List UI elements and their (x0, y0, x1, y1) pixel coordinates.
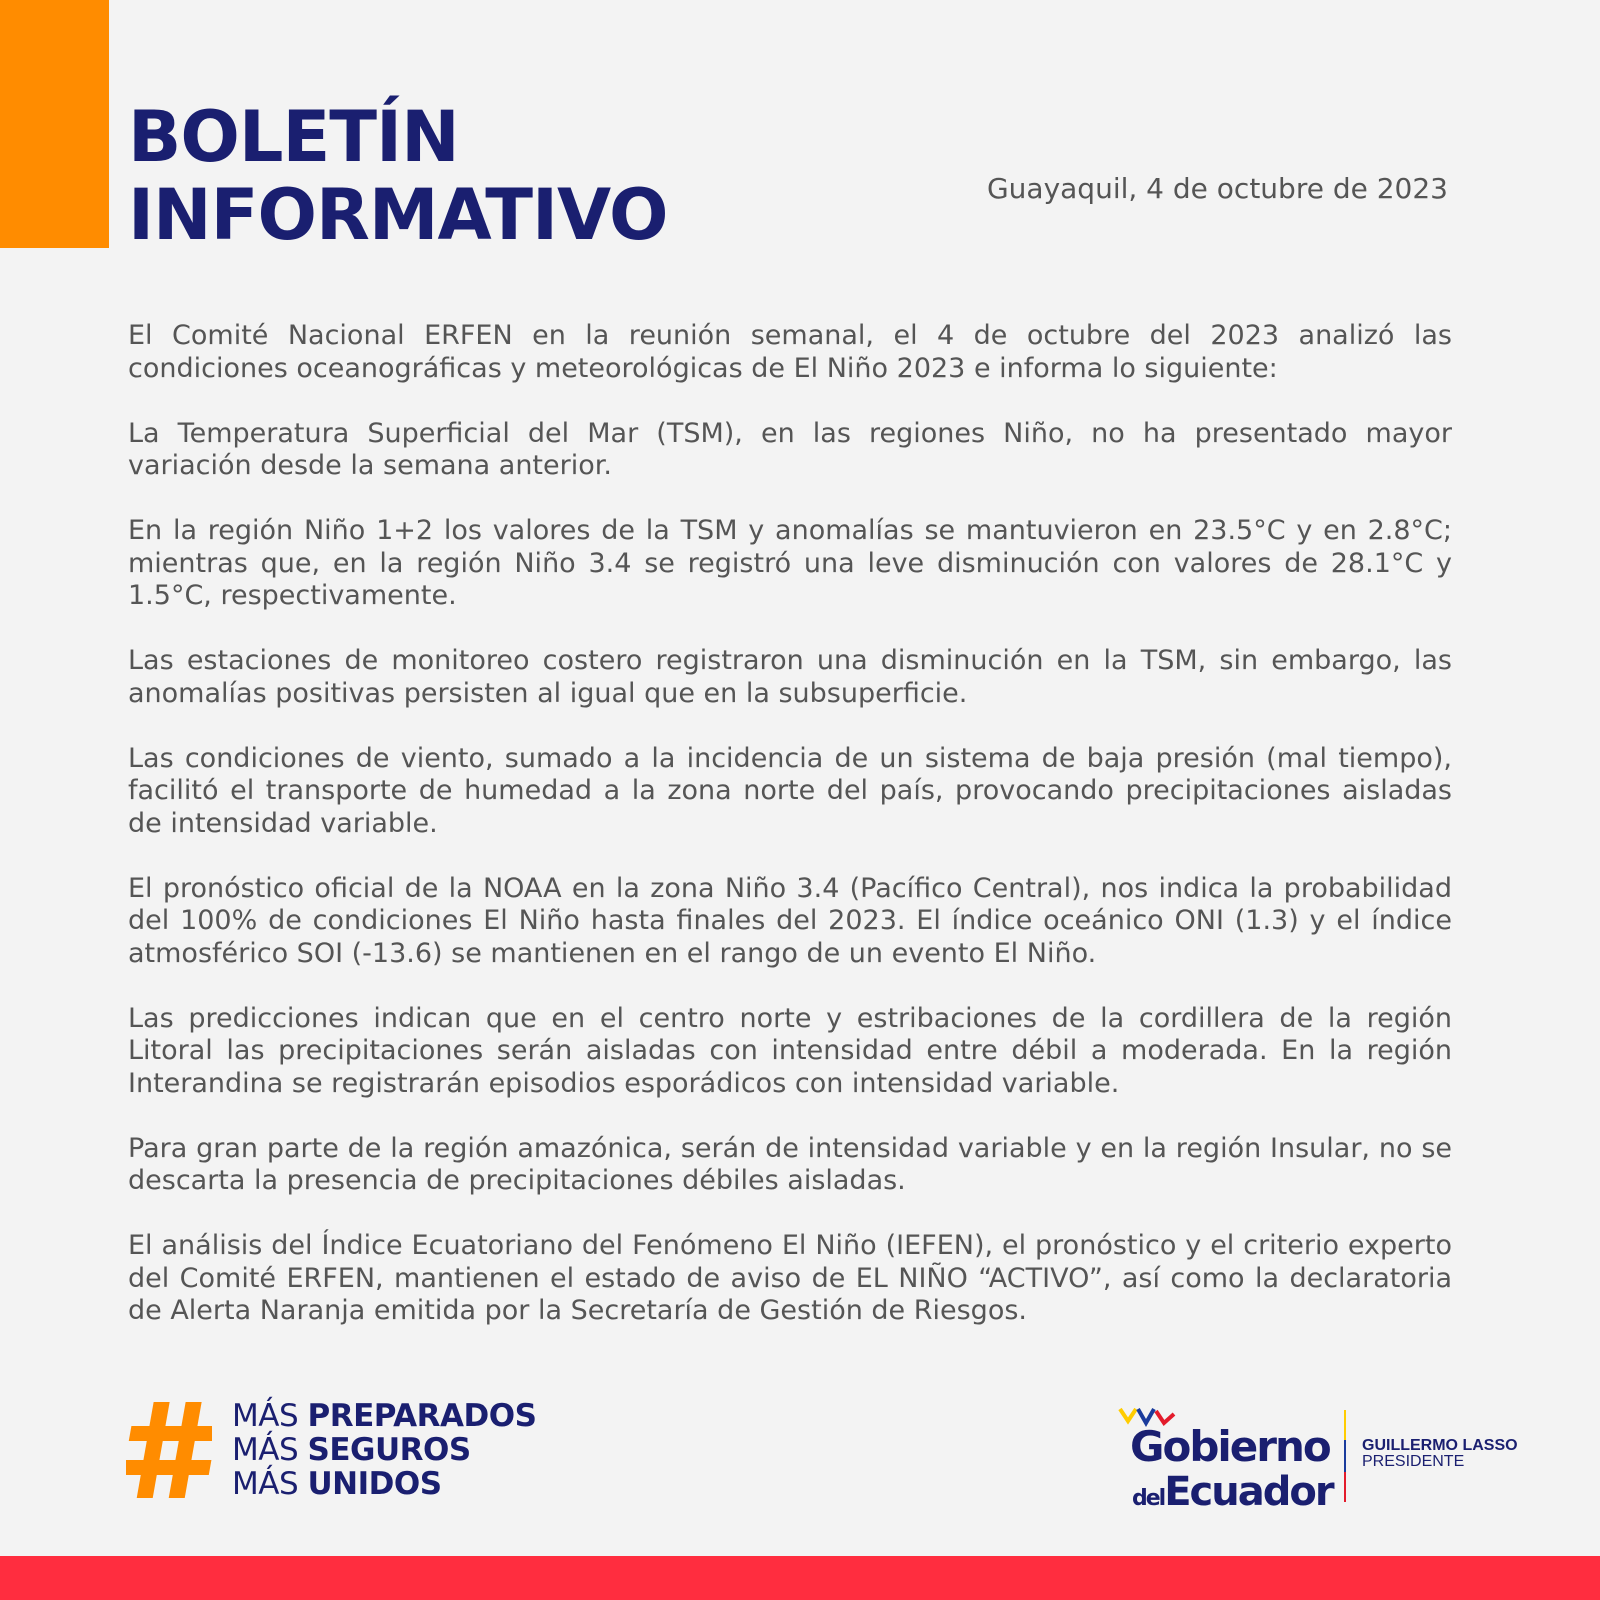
ecuador-word: delEcuador (1132, 1469, 1333, 1515)
president-role: PRESIDENTE (1362, 1453, 1465, 1470)
paragraph-1: El Comité Nacional ERFEN en la reunión semanal, el 4 de octubre del 2023 analizó las condiciones oceanográficas y meteorológicas de El Niño 2023 e informa lo siguiente: (128, 320, 1452, 384)
paragraph-3: En la región Niño 1+2 los valores de la TSM y anomalías se mantuvieron en 23.5°C y en 2.8°C; mientras que, en la región Niño 3.4 se registró una leve disminución con valores de 28.1°C y 1.5°C, respectivamente. (128, 515, 1452, 611)
title-line-2: INFORMATIVO (128, 174, 668, 256)
president-label (1362, 1438, 1518, 1470)
gobierno-word: Gobierno (1130, 1422, 1330, 1471)
slogan-line-1: MÁS PREPARADOS (232, 1398, 537, 1434)
bulletin-body (128, 320, 1452, 1360)
president-name: GUILLERMO LASSO (1362, 1437, 1518, 1454)
campaign-slogan (126, 1398, 536, 1502)
slogan-line-3: MÁS UNIDOS (232, 1466, 442, 1502)
paragraph-8: Para gran parte de la región amazónica, serán de intensidad variable y en la región Insular, no se descarta la presencia de precipitaciones débiles aisladas. (128, 1132, 1452, 1196)
tricolor-divider (1344, 1410, 1346, 1502)
hashtag-icon (126, 1400, 212, 1500)
orange-accent-bar (0, 0, 109, 248)
paragraph-7: Las predicciones indican que en el centro norte y estribaciones de la cordillera de la región Litoral las precipitaciones serán aisladas con intensidad entre débil a moderada. En la región Interandina se registrarán episodios esporádicos con intensidad variable. (128, 1002, 1452, 1099)
title-line-1: BOLETÍN (128, 96, 459, 178)
bulletin-date: Guayaquil, 4 de octubre de 2023 (986, 172, 1448, 205)
paragraph-6: El pronóstico oficial de la NOAA en la zona Niño 3.4 (Pacífico Central), nos indica la probabilidad del 100% de condiciones El Niño hasta finales del 2023. El índice oceánico ONI (1.3) y el índice atmosférico SOI (-13.6) se mantienen en el rango de un evento El Niño. (128, 872, 1452, 969)
paragraph-4: Las estaciones de monitoreo costero registraron una disminución en la TSM, sin embargo, las anomalías positivas persisten al igual que en la subsuperficie. (128, 645, 1452, 709)
slogan-line-2: MÁS SEGUROS (232, 1432, 471, 1468)
red-footer-bar (0, 1556, 1600, 1600)
paragraph-2: La Temperatura Superficial del Mar (TSM), en las regiones Niño, no ha presentado mayor variación desde la semana anterior. (128, 417, 1452, 481)
gobierno-logo (1118, 1404, 1358, 1514)
slogan-text (232, 1399, 536, 1501)
page-title (128, 98, 668, 254)
paragraph-9: El análisis del Índice Ecuatoriano del Fenómeno El Niño (IEFEN), el pronóstico y el criterio experto del Comité ERFEN, mantienen el estado de aviso de EL NIÑO “ACTIVO”, así como la declaratoria de Alerta Naranja emitida por la Secretaría de Gestión de Riesgos. (128, 1230, 1452, 1326)
paragraph-5: Las condiciones de viento, sumado a la incidencia de un sistema de baja presión (mal tiempo), facilitó el transporte de humedad a la zona norte del país, provocando precipitaciones aisladas de intensidad variable. (128, 742, 1452, 839)
